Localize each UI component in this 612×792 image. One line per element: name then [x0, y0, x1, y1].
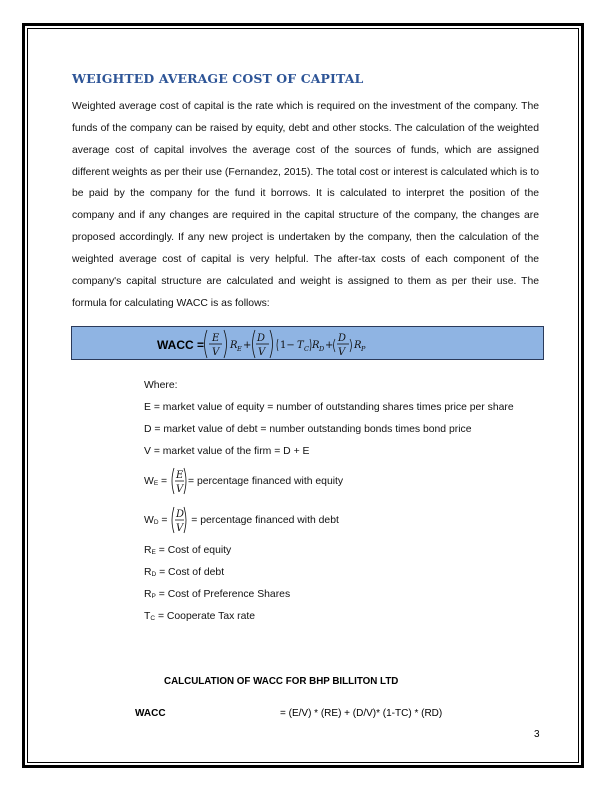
wacc-formula — [190, 327, 390, 361]
definition-v: V = market value of the firm = D + E — [144, 446, 310, 457]
formula-r1: R — [230, 340, 238, 351]
we-subscript: E — [153, 479, 159, 487]
formula-sub-e: E — [237, 345, 242, 353]
rd-text: = Cost of debt — [156, 567, 225, 578]
definition-rd — [144, 567, 224, 578]
wd-subscript: D — [153, 518, 159, 526]
wd-fraction — [170, 505, 188, 535]
body-paragraph: Weighted average cost of capital is the rate which is required on the investment of the company. The funds of the company can be raised by equity, debt and other stocks. The calculation of the weighted average cost of capital involves the average cost of the sources of funds, which are assigned different weights as per their use (Fernandez, 2015). The total cost or interest is calculated which is to be paid by the company for the fund it borrows. It is calculated to interpret the position of the company and if any changes are required in the capital structure of the company, the changes are proposed accordingly. If any new project is undertaken by the company, then the calculation of the weighted average cost of capital is very helpful. The after-tax costs of each component of the company's capital structure are calculated and weight is assigned to them as per their use. The formula for calculating WACC is as follows: — [72, 101, 539, 309]
re-letter: R — [144, 545, 152, 556]
definition-tc — [144, 611, 255, 622]
rd-subscript: D — [151, 571, 157, 578]
wacc-row-label: WACC — [135, 708, 166, 719]
tc-subscript: C — [150, 615, 156, 622]
formula-label: WACC = — [157, 338, 205, 352]
formula-r2: R — [312, 340, 320, 351]
definition-d: D = market value of debt = number outstanding bonds times bond price — [144, 424, 472, 435]
we-frac-den: V — [176, 484, 184, 495]
definition-we — [144, 466, 343, 496]
we-fraction — [170, 466, 188, 496]
formula-sub-p: P — [361, 345, 366, 353]
wacc-row-formula: = (E/V) * (RE) + (D/V)* (1-TC) * (RD) — [280, 708, 443, 719]
formula-e: E — [212, 333, 220, 344]
formula-plus2: + — [325, 340, 334, 351]
formula-plus1: + — [243, 340, 252, 351]
tc-letter: T — [144, 611, 151, 622]
where-label: Where: — [144, 380, 178, 391]
formula-one-minus: 1− — [280, 340, 295, 351]
formula-v3: V — [338, 347, 346, 358]
wd-frac-num: D — [176, 509, 185, 520]
rp-subscript: P — [151, 593, 156, 600]
wd-frac-den: V — [176, 523, 184, 534]
formula-d1: D — [257, 333, 266, 344]
we-text: = percentage financed with equity — [188, 475, 344, 487]
formula-v2: V — [258, 347, 266, 358]
we-frac-num: E — [176, 470, 184, 481]
definition-rp — [144, 589, 290, 600]
formula-t: T — [297, 340, 304, 351]
formula-d2: D — [338, 333, 347, 344]
formula-sub-c: C — [304, 345, 309, 353]
wd-text: = percentage financed with debt — [188, 514, 339, 526]
we-letter: W — [144, 475, 154, 487]
rp-letter: R — [144, 589, 152, 600]
calculation-title: CALCULATION OF WACC FOR BHP BILLITON LTD — [164, 676, 399, 687]
definition-wd — [144, 505, 339, 535]
rd-letter: R — [144, 567, 152, 578]
re-subscript: E — [151, 549, 156, 556]
formula-r3: R — [354, 340, 362, 351]
definition-re — [144, 545, 231, 556]
section-heading: WEIGHTED AVERAGE COST OF CAPITAL — [72, 71, 364, 86]
formula-sub-d: D — [319, 345, 325, 353]
formula-v1: V — [212, 347, 220, 358]
rp-text: = Cost of Preference Shares — [155, 589, 291, 600]
we-equals: = — [158, 475, 168, 487]
re-text: = Cost of equity — [155, 545, 232, 556]
wd-letter: W — [144, 514, 154, 526]
wd-equals: = — [158, 514, 168, 526]
definition-e: E = market value of equity = number of outstanding shares times price per share — [144, 402, 514, 413]
page-number: 3 — [534, 729, 540, 740]
tc-text: = Cooperate Tax rate — [155, 611, 256, 622]
